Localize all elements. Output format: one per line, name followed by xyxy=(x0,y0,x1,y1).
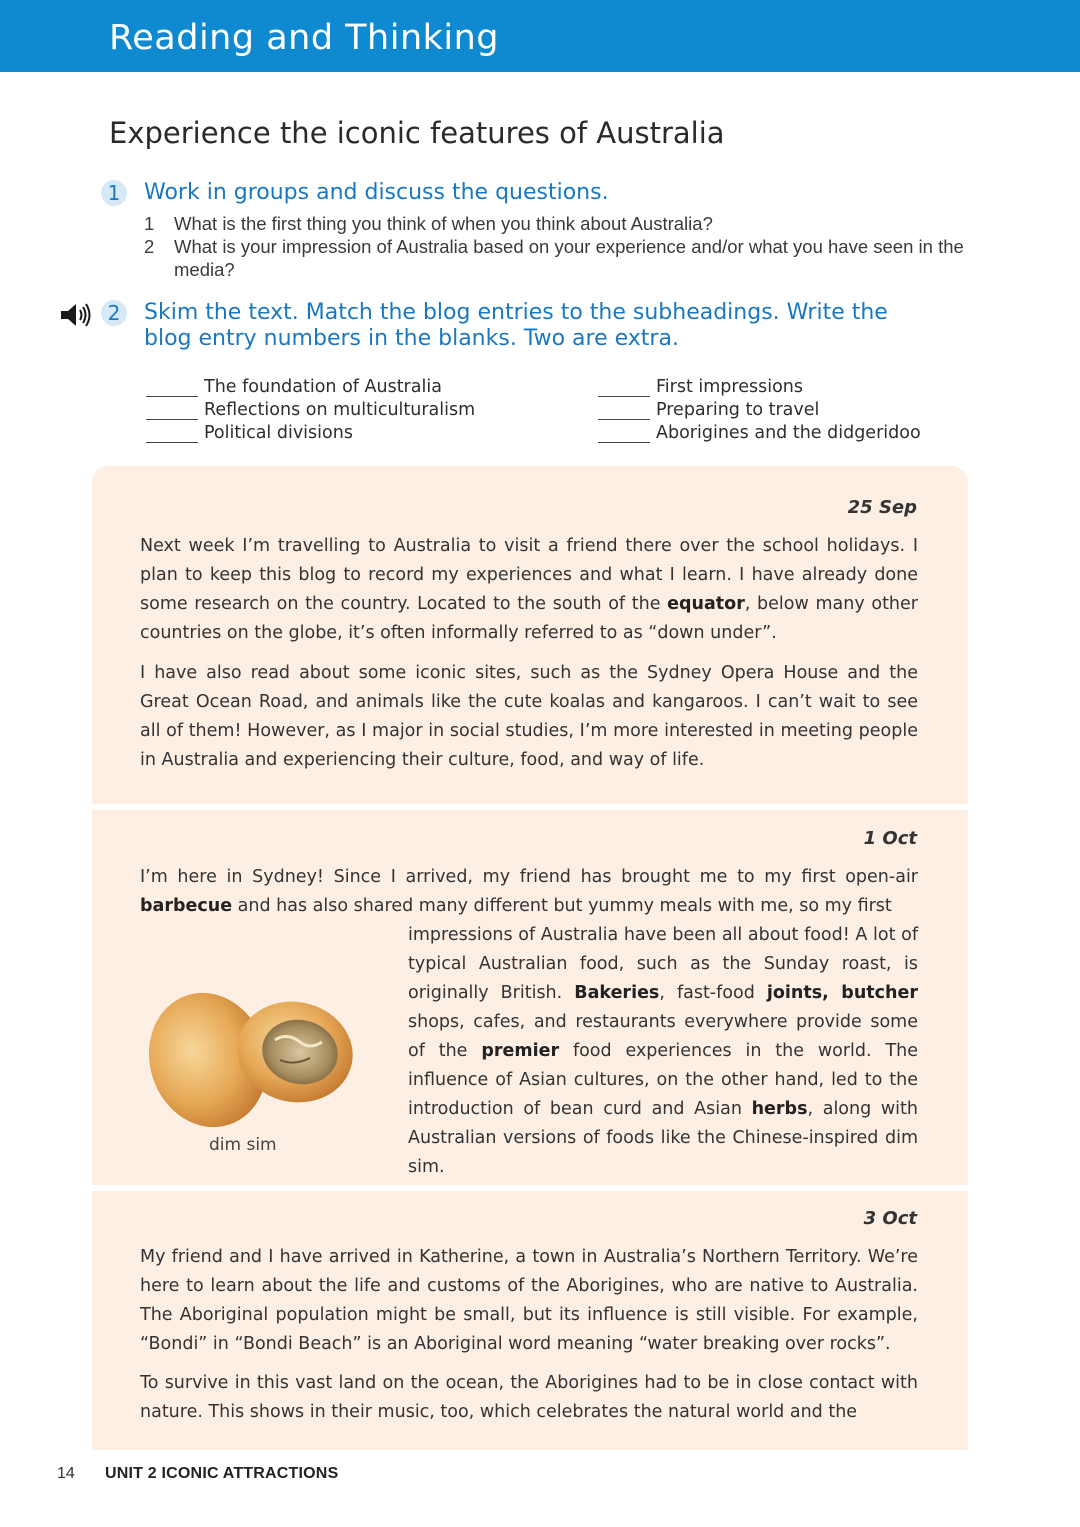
question-text: What is the first thing you think of when you think about Australia? xyxy=(174,213,713,234)
subheading-column-right xyxy=(598,374,921,443)
answer-blank[interactable] xyxy=(146,403,198,420)
entry-date: 3 Oct xyxy=(863,1208,917,1229)
task-number-badge: 1 xyxy=(101,180,127,206)
entry-date: 1 Oct xyxy=(863,828,917,849)
key-word: equator xyxy=(667,594,745,614)
key-word: barbecue xyxy=(140,896,233,916)
key-word: herbs xyxy=(751,1099,808,1119)
entry-paragraph: I have also read about some iconic sites, such as the Sydney Opera House and the Great Ocean Road, and animals like the cute koalas and kangaroos. I can’t wait to see all of them! However, as I major in social studies, I’m more interested in meeting people in Australia and experiencing their culture, food, and way of life. xyxy=(140,663,918,770)
entry-paragraph: Next week I’m travelling to Australia to visit a friend there over the school holidays. I plan to keep this blog to record my experiences and what I learn. I have already done some research on the country. Located to the south of the equator, below many other countries on the globe, it’s often informally referred to as “down under”. xyxy=(140,536,918,643)
answer-blank[interactable] xyxy=(598,426,650,443)
entry-paragraph: To survive in this vast land on the ocean, the Aborigines had to be in close contact with nature. This shows in their music, too, which celebrates the natural world and the xyxy=(140,1373,918,1422)
answer-blank[interactable] xyxy=(598,380,650,397)
question-item xyxy=(144,212,964,235)
dim-sim-photo xyxy=(140,960,366,1145)
question-number: 2 xyxy=(144,236,155,257)
question-item xyxy=(144,235,964,281)
blog-entry xyxy=(92,466,968,804)
image-caption: dim sim xyxy=(209,1135,277,1155)
audio-speaker-icon[interactable] xyxy=(60,302,92,328)
entry-paragraph: My friend and I have arrived in Katherine, a town in Australia’s Northern Territory. We’re here to learn about the life and customs of the Aborigines, who are native to Australia. The Aboriginal population might be small, but its influence is still visible. For example, “Bondi” in “Bondi Beach” is an Aboriginal word meaning “water breaking over rocks”. xyxy=(140,1247,918,1354)
page-number: 14 xyxy=(57,1465,75,1482)
page-title: Experience the iconic features of Australia xyxy=(109,116,725,150)
entry-paragraph: impressions of Australia have been all about food! A lot of typical Australian food, such as the Sunday roast, is originally British. Bakeries, fast-food joints, butcher shops, cafes, and restaurants everywhere provide some of the premier food experiences in the world. The influence of Asian cultures, on the other hand, led to the introduction of bean curd and Asian herbs, along with Australian versions of foods like the Chinese-inspired dim sim. xyxy=(408,925,918,1177)
task-number-badge: 2 xyxy=(101,300,127,326)
key-word: premier xyxy=(481,1041,560,1061)
question-list xyxy=(144,212,964,281)
subheading-label: Aborigines and the didgeridoo xyxy=(656,423,921,443)
blog-entry xyxy=(92,1191,968,1450)
subheading-label: Political divisions xyxy=(204,423,353,443)
answer-blank[interactable] xyxy=(598,403,650,420)
task2-title: Skim the text. Match the blog entries to the subheadings. Write the blog entry numbers in the blanks. Two are extra. xyxy=(144,300,888,351)
subheading-label: Preparing to travel xyxy=(656,400,820,420)
answer-blank[interactable] xyxy=(146,380,198,397)
entry-paragraph: I’m here in Sydney! Since I arrived, my friend has brought me to my first open-air barbecue and has also shared many different but yummy meals with me, so my first xyxy=(140,867,918,916)
key-word: joints, butcher xyxy=(766,983,918,1003)
question-number: 1 xyxy=(144,213,155,234)
section-title: Reading and Thinking xyxy=(109,18,500,58)
subheading-label: First impressions xyxy=(656,377,803,397)
subheading-label: Reflections on multiculturalism xyxy=(204,400,476,420)
answer-blank[interactable] xyxy=(146,426,198,443)
task1-title: Work in groups and discuss the questions. xyxy=(144,180,609,205)
blog-entry xyxy=(92,810,968,1185)
subheading-column-left xyxy=(146,374,475,443)
unit-label: UNIT 2 ICONIC ATTRACTIONS xyxy=(105,1465,339,1482)
key-word: Bakeries xyxy=(574,983,660,1003)
subheading-label: The foundation of Australia xyxy=(204,377,442,397)
entry-date: 25 Sep xyxy=(847,497,917,518)
header-banner xyxy=(0,0,1080,72)
question-text: What is your impression of Australia based on your experience and/or what you have seen in the media? xyxy=(174,236,964,280)
